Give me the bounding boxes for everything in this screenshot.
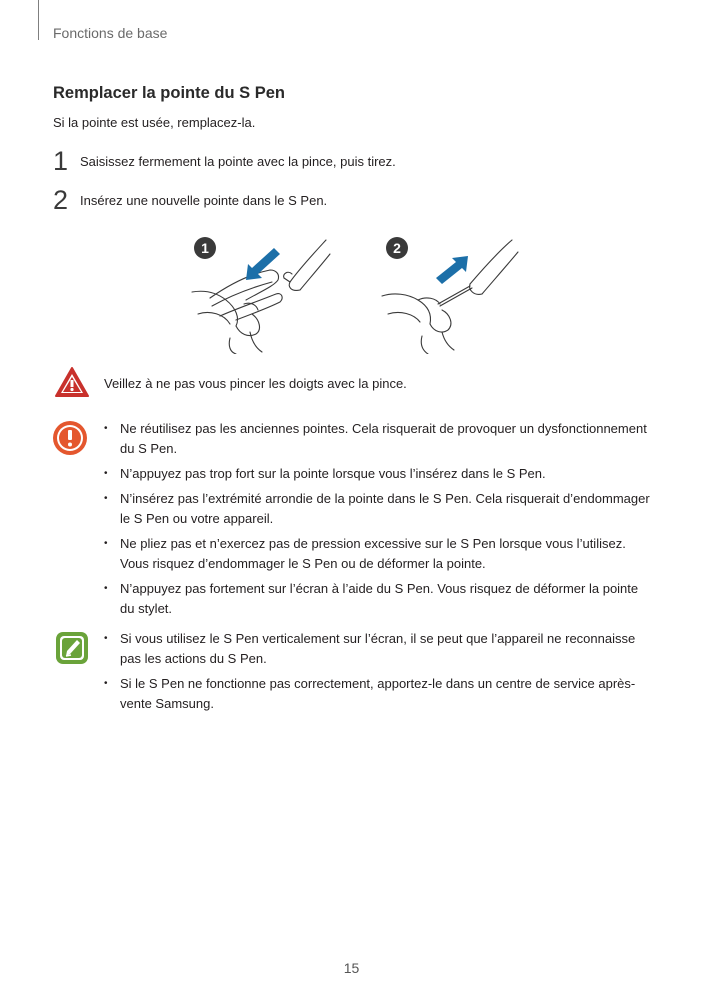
- caution-text: Veillez à ne pas vous pincer les doigts avec la pince.: [104, 376, 407, 391]
- list-item: • N’appuyez pas trop fort sur la pointe lorsque vous l’insérez dans le S Pen.: [104, 464, 654, 484]
- list-item: • Ne réutilisez pas les anciennes pointes. Cela risquerait de provoquer un dysfonctionnement du S Pen.: [104, 419, 654, 459]
- notice-list: [104, 419, 654, 624]
- note-icon: [55, 631, 89, 670]
- step-number: 1: [53, 146, 69, 176]
- step-1: [53, 148, 396, 175]
- page-number: 15: [343, 960, 360, 976]
- step-text: Insérez une nouvelle pointe dans le S Pen.: [80, 193, 328, 208]
- note-list: [104, 629, 654, 719]
- illustration-insert-tip: [378, 234, 528, 354]
- illustration-badge: 1: [194, 237, 216, 259]
- list-item: • Si le S Pen ne fonctionne pas correctement, apportez-le dans un centre de service après-vente Samsung.: [104, 674, 654, 714]
- arrow-icon: [436, 256, 468, 284]
- illustration-badge: 2: [386, 237, 408, 259]
- section-header: Fonctions de base: [53, 25, 168, 41]
- caution-icon: [55, 366, 89, 403]
- intro-text: Si la pointe est usée, remplacez-la.: [53, 115, 256, 130]
- step-number: 2: [53, 185, 69, 215]
- step-text: Saisissez fermement la pointe avec la pince, puis tirez.: [80, 154, 396, 169]
- illustration-remove-tip: [190, 234, 340, 354]
- list-item: • Si vous utilisez le S Pen verticalement sur l’écran, il se peut que l’appareil ne reconnaisse pas les actions du S Pen.: [104, 629, 654, 669]
- header-side-rule: [38, 0, 39, 40]
- notice-icon: [52, 420, 88, 461]
- page-title: Remplacer la pointe du S Pen: [53, 84, 285, 102]
- list-item: • N’insérez pas l’extrémité arrondie de la pointe dans le S Pen. Cela risquerait d’endommager le S Pen ou votre appareil.: [104, 489, 654, 529]
- list-item: • N’appuyez pas fortement sur l’écran à l’aide du S Pen. Vous risquez de déformer la pointe du stylet.: [104, 579, 654, 619]
- step-2: [53, 187, 327, 214]
- arrow-icon: [246, 248, 280, 280]
- list-item: • Ne pliez pas et n’exercez pas de pression excessive sur le S Pen lorsque vous l’utilisez. Vous risquez d’endommager le S Pen ou de déformer la pointe.: [104, 534, 654, 574]
